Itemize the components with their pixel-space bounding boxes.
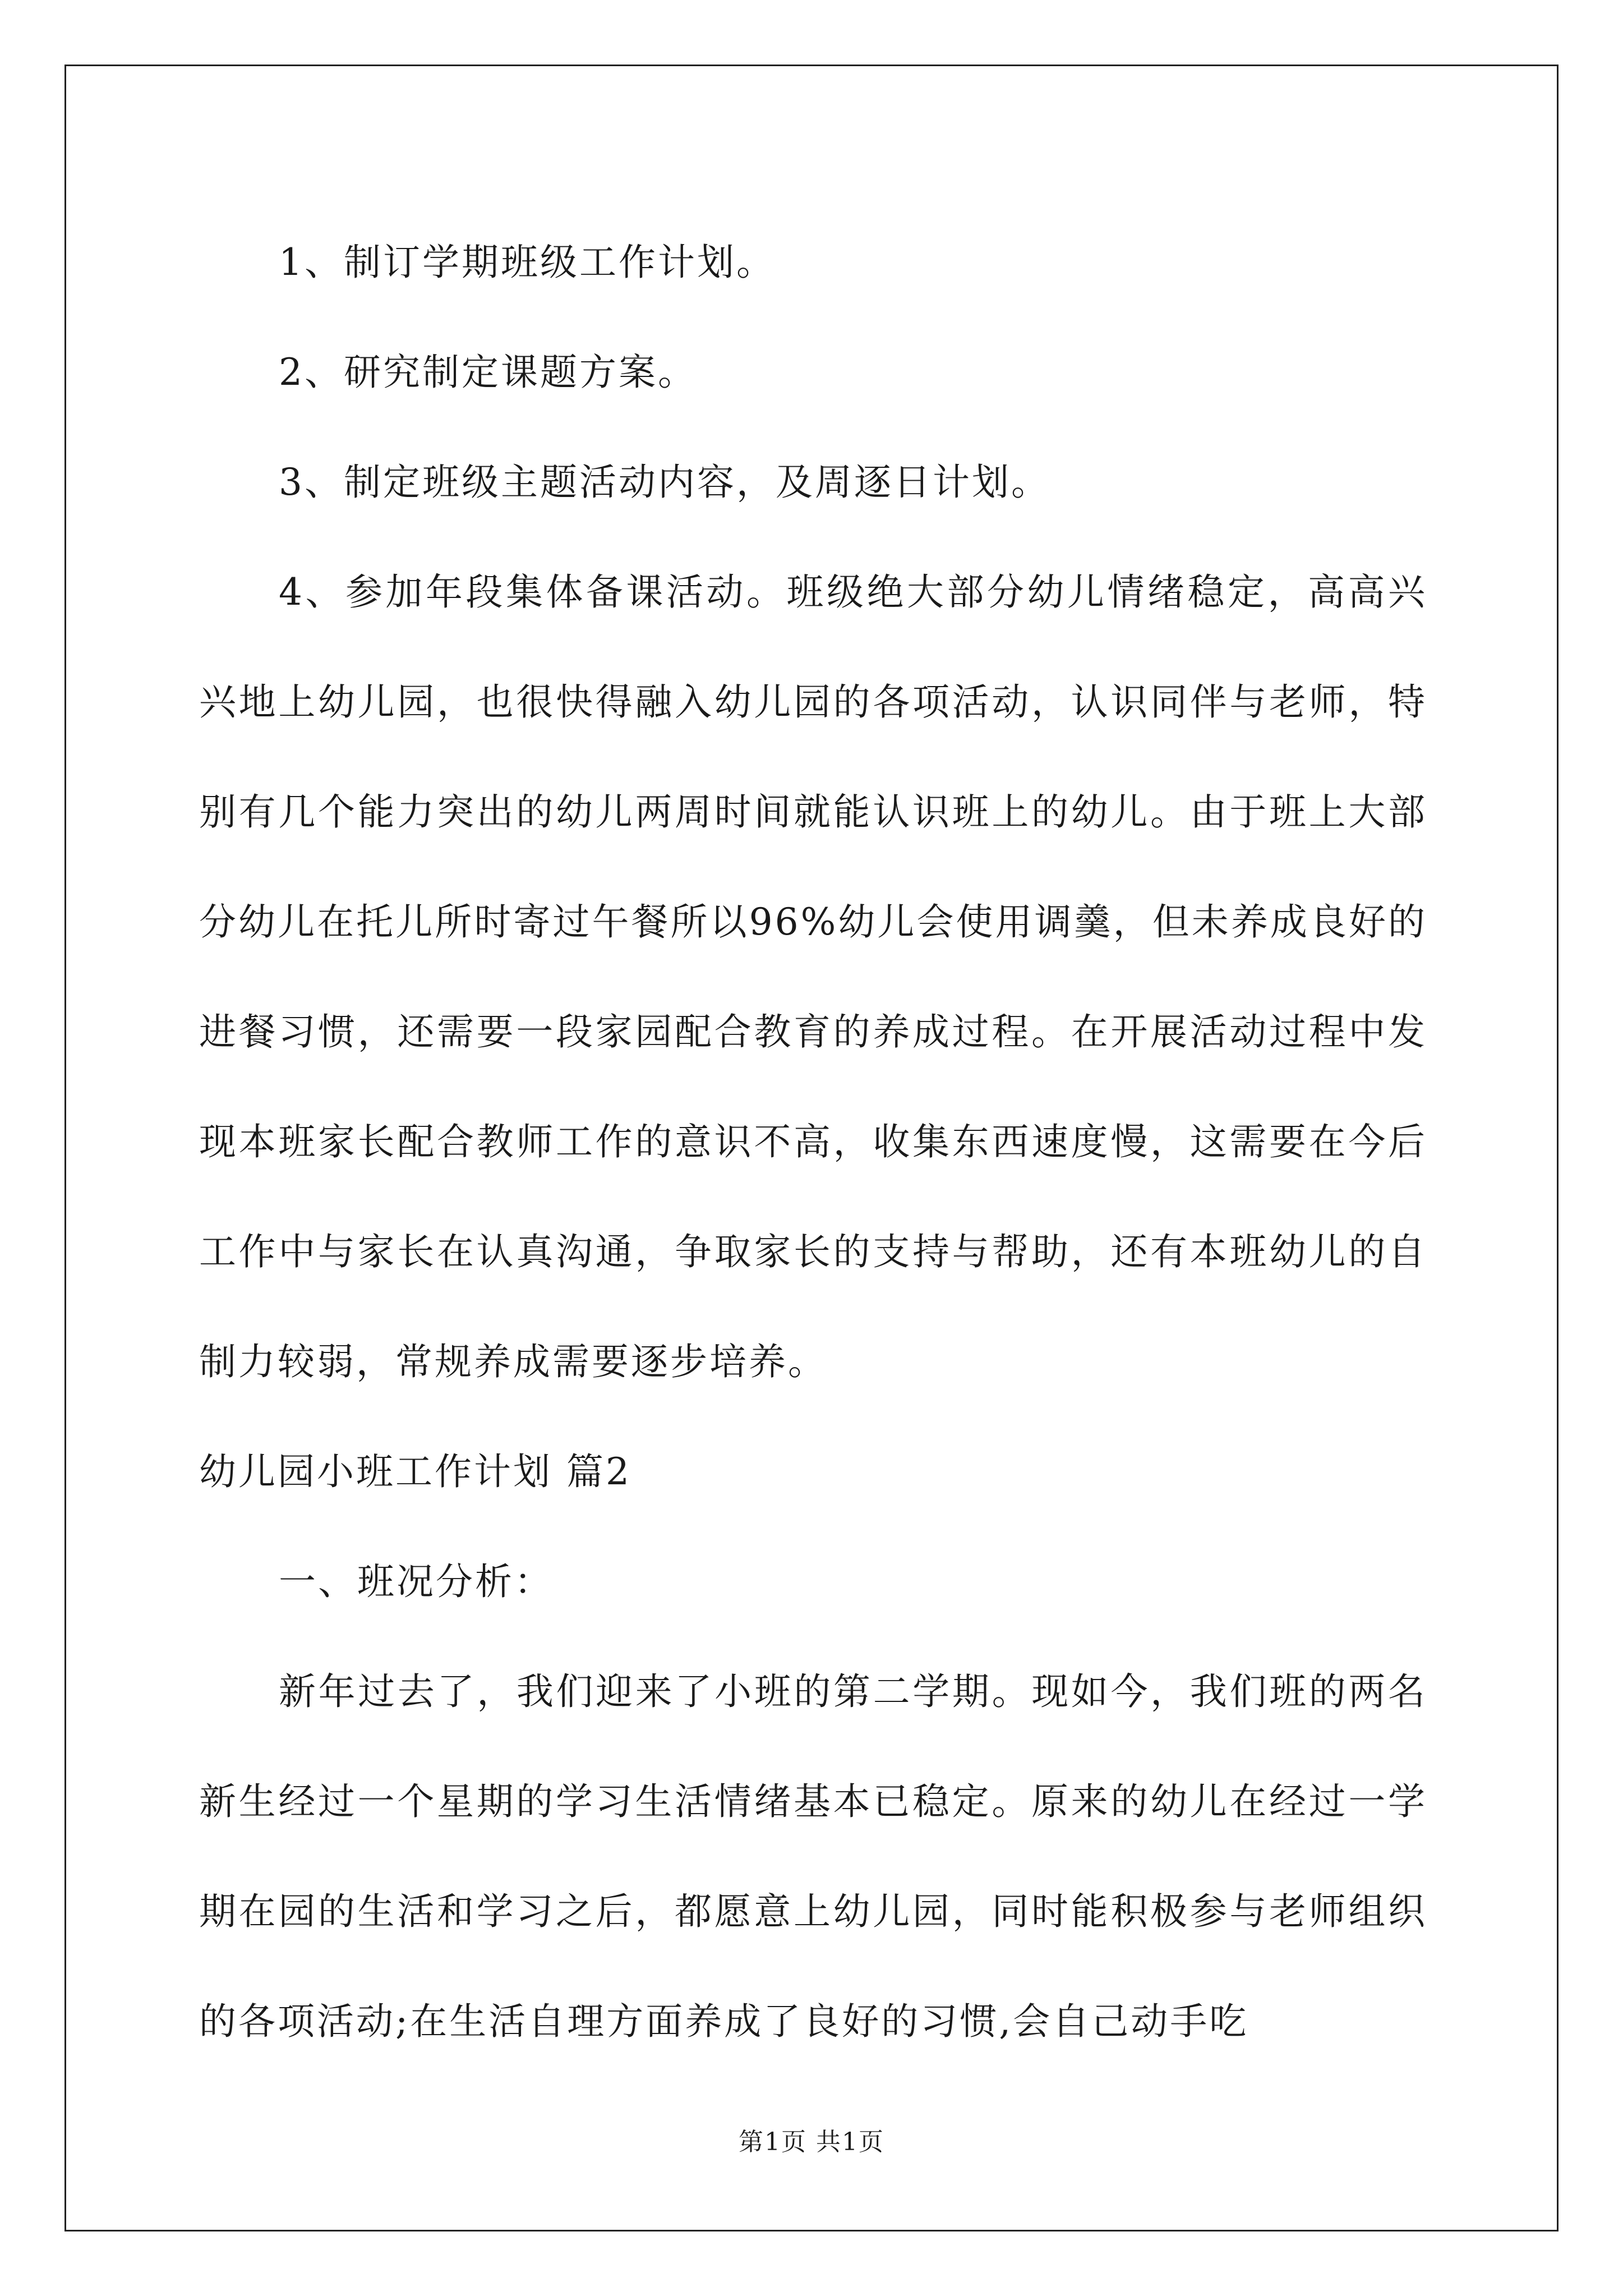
paragraph-body: 新年过去了，我们迎来了小班的第二学期。现如今，我们班的两名新生经过一个星期的学习生活情绪基本已稳定。原来的幼儿在经过一学期在园的生活和学习之后，都愿意上幼儿园，同时能积极参与老师组织的各项活动;在生活自理方面养成了良好的习惯,会自己动手吃	[199, 1670, 1427, 2043]
page-number-footer: 第1页 共1页	[739, 2128, 884, 2156]
paragraph-item-4: 4、参加年段集体备课活动。班级绝大部分幼儿情绪稳定，高高兴兴地上幼儿园，也很快得融入幼儿园的各项活动，认识同伴与老师，特别有几个能力突出的幼儿两周时间就能认识班上的幼儿。由于班上大部分幼儿在托儿所时寄过午餐所以96%幼儿会使用调羹，但未养成良好的进餐习惯，还需要一段家园配合教育的养成过程。在开展活动过程中发现本班家长配合教师工作的意识不高，收集东西速度慢，这需要在今后工作中与家长在认真沟通，争取家长的支持与帮助，还有本班幼儿的自制力较弱，常规养成需要逐步培养。	[199, 570, 1427, 1383]
paragraph-item-1: 1、制订学期班级工作计划。	[279, 241, 776, 284]
paragraph-item-2: 2、研究制定课题方案。	[279, 351, 697, 394]
section-heading: 幼儿园小班工作计划 篇2	[199, 1450, 631, 1493]
subsection-heading: 一、班况分析：	[279, 1560, 554, 1603]
document-body	[199, 208, 1427, 2077]
paragraph-item-3: 3、制定班级主题活动内容，及周逐日计划。	[279, 461, 1050, 504]
